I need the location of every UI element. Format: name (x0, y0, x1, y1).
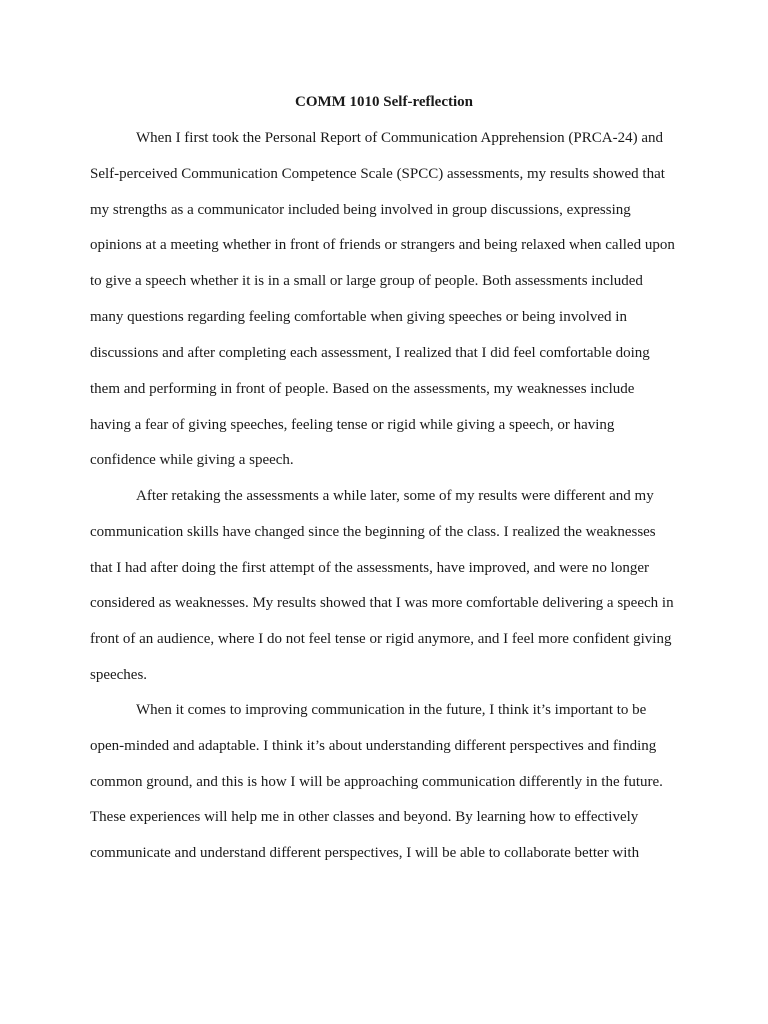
paragraph-line: my strengths as a communicator included being involved in group discussions, expressing (90, 202, 631, 218)
paragraph-line: that I had after doing the first attempt of the assessments, have improved, and were no longer (90, 560, 649, 576)
paragraph-line: confidence while giving a speech. (90, 452, 294, 468)
paragraph-line: communicate and understand different perspectives, I will be able to collaborate better with (90, 845, 640, 861)
paragraph-line: opinions at a meeting whether in front of friends or strangers and being relaxed when called upon (90, 237, 675, 253)
paragraph-line: having a fear of giving speeches, feeling tense or rigid while giving a speech, or having (90, 417, 615, 433)
paragraph-line: When I first took the Personal Report of Communication Apprehension (PRCA-24) and (136, 130, 663, 146)
paragraph-line: discussions and after completing each assessment, I realized that I did feel comfortable doing (90, 345, 650, 361)
paragraph-line: many questions regarding feeling comfortable when giving speeches or being involved in (90, 309, 627, 325)
document-title: COMM 1010 Self-reflection (294, 94, 473, 110)
paragraph-line: common ground, and this is how I will be approaching communication differently in the future. (90, 774, 663, 790)
paragraph-line: open-minded and adaptable. I think it’s about understanding different perspectives and finding (90, 738, 657, 754)
paragraph-line: After retaking the assessments a while later, some of my results were different and my (136, 488, 654, 504)
paragraph-line: considered as weaknesses. My results showed that I was more comfortable delivering a speech in (90, 595, 674, 611)
paragraph-line: Self-perceived Communication Competence Scale (SPCC) assessments, my results showed that (90, 166, 665, 182)
paragraph-line: These experiences will help me in other classes and beyond. By learning how to effectively (90, 809, 639, 825)
paragraph-line: to give a speech whether it is in a small or large group of people. Both assessments included (90, 273, 643, 289)
paragraph-line: front of an audience, where I do not feel tense or rigid anymore, and I feel more confident giving (90, 631, 672, 647)
paragraph-line: When it comes to improving communication in the future, I think it’s important to be (136, 702, 647, 718)
paragraph-line: communication skills have changed since the beginning of the class. I realized the weaknesses (90, 524, 656, 540)
paragraph-line: speeches. (90, 667, 148, 683)
paragraph-line: them and performing in front of people. Based on the assessments, my weaknesses include (90, 381, 635, 397)
